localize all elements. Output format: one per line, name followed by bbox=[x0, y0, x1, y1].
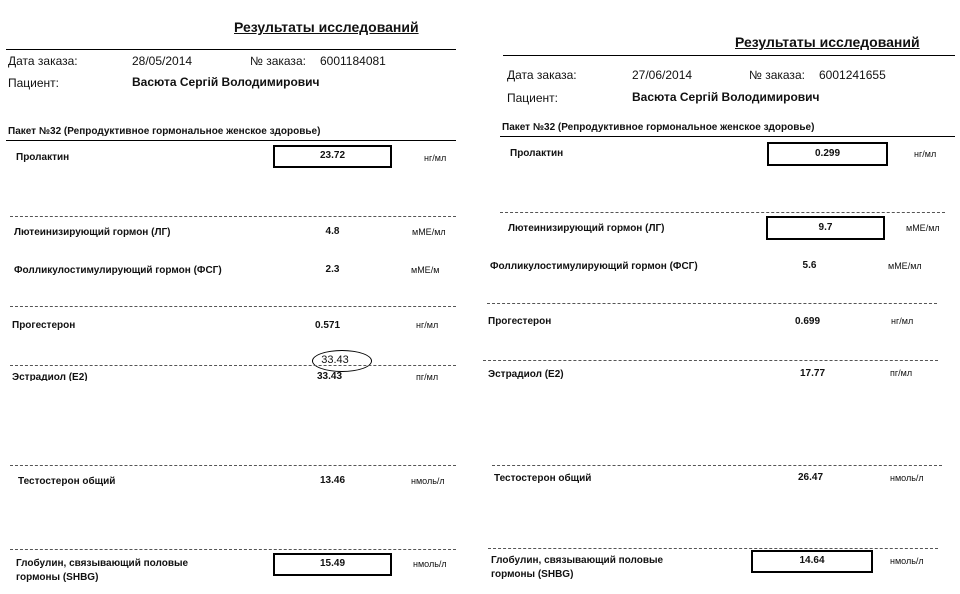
order-number-label: № заказа: bbox=[250, 54, 306, 68]
test-unit-lh: мМЕ/мл bbox=[906, 223, 940, 233]
test-name-estradiol: Эстрадиол (Е2) bbox=[488, 369, 564, 380]
test-name-fsh: Фолликулостимулирующий гормон (ФСГ) bbox=[14, 265, 222, 276]
order-number-label: № заказа: bbox=[749, 68, 805, 82]
row-separator bbox=[10, 549, 456, 550]
test-unit-estradiol: пг/мл bbox=[890, 368, 913, 378]
test-value-lh: 4.8 bbox=[325, 226, 340, 237]
order-date-label: Дата заказа: bbox=[507, 68, 577, 82]
cropped-row bbox=[0, 366, 470, 381]
test-value-lh: 9.7 bbox=[818, 222, 833, 233]
row-separator bbox=[10, 465, 456, 466]
divider bbox=[503, 55, 955, 56]
test-unit-estradiol: пг/мл bbox=[416, 372, 439, 381]
test-name-fsh: Фолликулостимулирующий гормон (ФСГ) bbox=[490, 261, 698, 272]
test-unit-progesterone: нг/мл bbox=[416, 320, 439, 330]
row-separator bbox=[487, 303, 937, 304]
test-value-fsh: 5.6 bbox=[802, 260, 817, 271]
divider bbox=[6, 140, 456, 141]
test-name-prolactin: Пролактин bbox=[510, 148, 564, 159]
order-date-label: Дата заказа: bbox=[8, 54, 78, 68]
test-unit-testosterone: нмоль/л bbox=[890, 473, 924, 483]
divider bbox=[500, 136, 955, 137]
test-unit-prolactin: нг/мл bbox=[914, 149, 937, 159]
test-value-shbg: 15.49 bbox=[319, 558, 346, 569]
test-unit-shbg: нмоль/л bbox=[413, 559, 447, 569]
test-unit-testosterone: нмоль/л bbox=[411, 476, 445, 486]
row-separator bbox=[492, 465, 942, 466]
test-value-progesterone: 0.699 bbox=[794, 316, 821, 327]
order-date: 27/06/2014 bbox=[632, 68, 693, 82]
row-separator bbox=[483, 360, 938, 361]
row-separator bbox=[10, 306, 456, 307]
test-unit-shbg: нмоль/л bbox=[890, 556, 924, 566]
row-separator bbox=[488, 548, 938, 549]
test-value-fsh: 2.3 bbox=[325, 264, 340, 275]
test-name-shbg: Глобулин, связывающий половые гормоны (SHBG) bbox=[16, 558, 189, 583]
test-unit-lh: мМЕ/мл bbox=[412, 227, 446, 237]
order-number: 6001184081 bbox=[320, 54, 386, 68]
test-name-testosterone: Тестостерон общий bbox=[18, 476, 116, 487]
test-unit-fsh: мМЕ/м bbox=[411, 265, 440, 275]
test-value-estradiol: 17.77 bbox=[799, 368, 826, 379]
test-name-lh: Лютеинизирующий гормон (ЛГ) bbox=[508, 223, 665, 234]
annotation-value-estradiol: 33.43 bbox=[321, 354, 349, 366]
package-title: Пакет №32 (Репродуктивное гормональное женское здоровье) bbox=[502, 122, 815, 133]
row-separator bbox=[10, 216, 456, 217]
test-unit-progesterone: нг/мл bbox=[891, 316, 914, 326]
order-number: 6001241655 bbox=[819, 68, 886, 82]
test-value-shbg: 14.64 bbox=[799, 555, 825, 566]
patient-label: Пациент: bbox=[507, 91, 559, 105]
report-title: Результаты исследований bbox=[234, 19, 419, 35]
test-name-testosterone: Тестостерон общий bbox=[494, 473, 592, 484]
test-value-testosterone: 26.47 bbox=[797, 472, 824, 483]
patient-name: Васюта Сергій Володимирович bbox=[132, 75, 320, 89]
test-unit-fsh: мМЕ/мл bbox=[888, 261, 922, 271]
test-value-prolactin: 0.299 bbox=[814, 148, 841, 159]
row-separator bbox=[500, 212, 945, 213]
test-name-prolactin: Пролактин bbox=[16, 152, 70, 163]
patient-name: Васюта Сергій Володимирович bbox=[632, 90, 820, 104]
test-value-estradiol: 33.43 bbox=[316, 371, 343, 381]
test-name-lh: Лютеинизирующий гормон (ЛГ) bbox=[14, 227, 171, 238]
divider bbox=[6, 49, 456, 50]
test-value-progesterone: 0.571 bbox=[314, 320, 341, 331]
test-value-testosterone: 13.46 bbox=[319, 475, 346, 486]
test-name-progesterone: Прогестерон bbox=[488, 316, 552, 327]
test-name-progesterone: Прогестерон bbox=[12, 320, 76, 331]
report-title: Результаты исследований bbox=[735, 34, 920, 50]
order-date: 28/05/2014 bbox=[132, 54, 193, 68]
package-title: Пакет №32 (Репродуктивное гормональное женское здоровье) bbox=[8, 126, 321, 137]
test-unit-prolactin: нг/мл bbox=[424, 153, 447, 163]
test-name-estradiol: Эстрадиол (Е2) bbox=[12, 372, 88, 381]
patient-label: Пациент: bbox=[8, 76, 60, 90]
test-name-shbg: Глобулин, связывающий половые гормоны (SHBG) bbox=[491, 555, 664, 580]
test-value-prolactin: 23.72 bbox=[319, 150, 346, 161]
